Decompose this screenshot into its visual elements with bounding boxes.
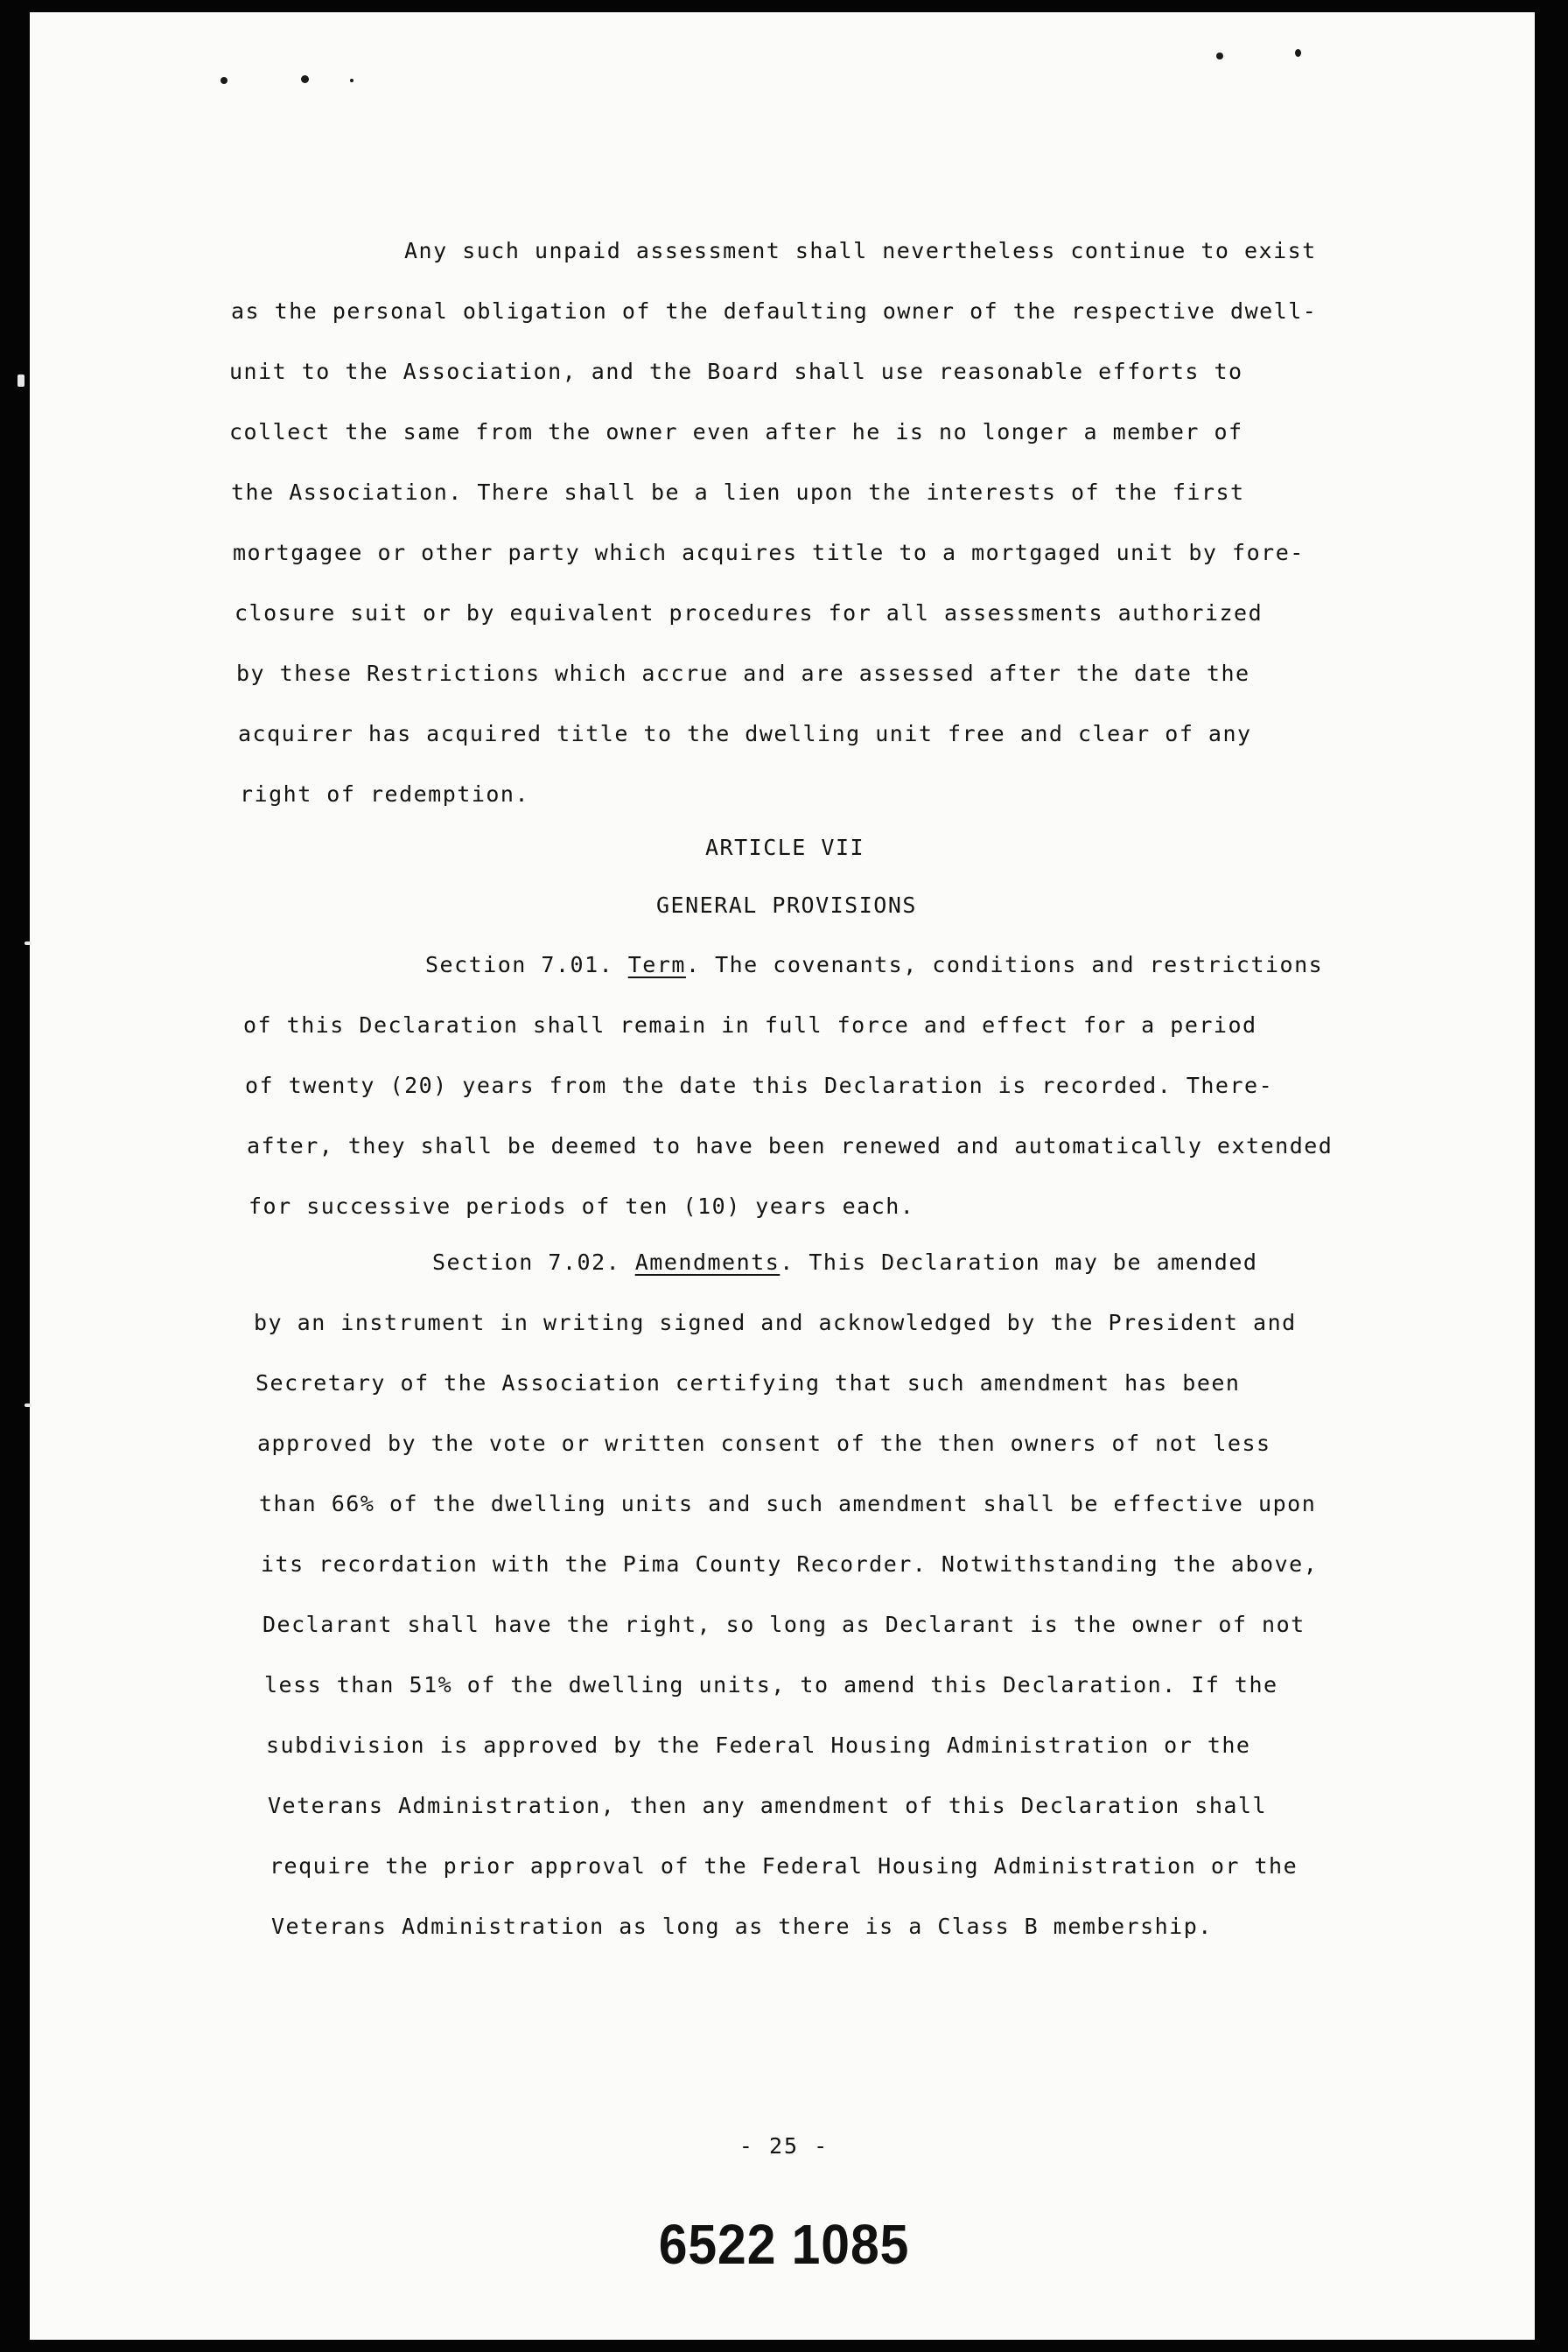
text-line: unit to the Association, and the Board shall use reasonable efforts to xyxy=(229,359,1243,384)
text-line: Any such unpaid assessment shall nevertheless continue to exist xyxy=(404,238,1317,263)
text-line: require the prior approval of the Federal Housing Administration or the xyxy=(270,1853,1298,1879)
text-line: of twenty (20) years from the date this Declaration is recorded. There- xyxy=(245,1073,1274,1098)
text-line: for successive periods of ten (10) years each. xyxy=(248,1194,915,1219)
text-line: as the personal obligation of the defaulting owner of the respective dwell- xyxy=(231,298,1318,324)
text-line: acquirer has acquired title to the dwelling unit free and clear of any xyxy=(238,721,1252,746)
text-line: after, they shall be deemed to have been renewed and automatically extended xyxy=(247,1133,1334,1158)
text-line: by an instrument in writing signed and acknowledged by the President and xyxy=(254,1310,1297,1335)
scan-edge-mark xyxy=(18,374,24,387)
page-number: - 25 - xyxy=(738,2133,830,2159)
scan-speck xyxy=(1295,49,1301,57)
text-line: Declarant shall have the right, so long as Declarant is the owner of not xyxy=(262,1612,1306,1637)
scan-speck xyxy=(1216,52,1223,60)
scan-edge-mark xyxy=(24,942,32,945)
section-label: Section 7.02. xyxy=(432,1250,621,1275)
section-title-amendments: Amendments xyxy=(634,1250,780,1275)
text-line: approved by the vote or written consent of the then owners of not less xyxy=(257,1431,1271,1456)
section-label: Section 7.01. xyxy=(425,952,614,977)
text-line: subdivision is approved by the Federal Housing Administration or the xyxy=(266,1732,1251,1758)
section-title-term: Term xyxy=(627,952,686,977)
text-line: less than 51% of the dwelling units, to amend this Declaration. If the xyxy=(264,1672,1278,1698)
text-line: Veterans Administration, then any amendment of this Declaration shall xyxy=(268,1793,1268,1818)
text-line: This Declaration may be amended xyxy=(808,1250,1258,1275)
text-line: than 66% of the dwelling units and such amendment shall be effective upon xyxy=(259,1491,1317,1516)
text-line: right of redemption. xyxy=(240,781,530,807)
article-heading: ARTICLE VII xyxy=(705,835,865,860)
text-line: closure suit or by equivalent procedures for all assessments authorized xyxy=(234,600,1264,626)
article-subheading: GENERAL PROVISIONS xyxy=(656,892,917,918)
text-line: its recordation with the Pima County Recorder. Notwithstanding the above, xyxy=(261,1551,1319,1577)
text-line: Veterans Administration as long as there is a Class B membership. xyxy=(271,1914,1213,1939)
recording-stamp: 6522 1085 xyxy=(658,2213,910,2276)
section-heading-line: Section 7.01. Term. The covenants, conditions and restrictions xyxy=(425,952,1324,977)
text-line: Secretary of the Association certifying that such amendment has been xyxy=(256,1370,1241,1396)
text-line: of this Declaration shall remain in full force and effect for a period xyxy=(243,1012,1257,1038)
text-line: The covenants, conditions and restrictions xyxy=(715,952,1324,977)
scan-speck xyxy=(350,79,354,82)
text-line: the Association. There shall be a lien upon the interests of the first xyxy=(231,480,1245,505)
text-line: mortgagee or other party which acquires title to a mortgaged unit by fore- xyxy=(233,540,1305,565)
scan-edge-mark xyxy=(24,1404,32,1407)
scan-speck xyxy=(301,75,309,83)
text-line: collect the same from the owner even after he is no longer a member of xyxy=(229,419,1243,444)
scan-speck xyxy=(220,77,228,84)
section-heading-line: Section 7.02. Amendments. This Declaration may be amended xyxy=(432,1250,1258,1275)
text-line: by these Restrictions which accrue and are assessed after the date the xyxy=(236,661,1250,686)
